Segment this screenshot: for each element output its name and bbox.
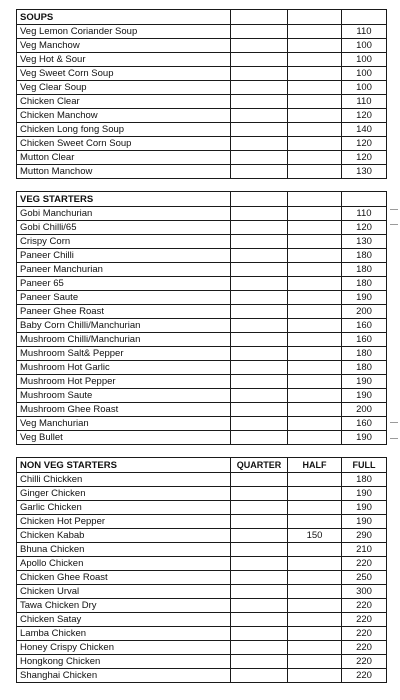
menu-item-row xyxy=(17,221,387,235)
item-price-full: 100 xyxy=(342,53,387,67)
section-title: VEG STARTERS xyxy=(17,192,231,207)
item-price-quarter xyxy=(231,137,288,151)
item-price-full: 180 xyxy=(342,249,387,263)
item-price-quarter xyxy=(231,165,288,179)
item-price-full: 190 xyxy=(342,515,387,529)
item-price-full: 120 xyxy=(342,137,387,151)
item-name: Hongkong Chicken xyxy=(17,655,231,669)
menu-item-row xyxy=(17,641,387,655)
item-name: Veg Sweet Corn Soup xyxy=(17,67,231,81)
item-name: Paneer Chilli xyxy=(17,249,231,263)
item-price-half xyxy=(288,599,342,613)
menu-item-row xyxy=(17,53,387,67)
item-price-full: 110 xyxy=(342,207,387,221)
menu-table-body xyxy=(17,10,387,683)
item-price-full: 110 xyxy=(342,95,387,109)
item-name: Ginger Chicken xyxy=(17,487,231,501)
item-price-quarter xyxy=(231,123,288,137)
section-gap-cell xyxy=(17,179,387,192)
menu-item-row xyxy=(17,571,387,585)
item-name: Chilli Chickken xyxy=(17,473,231,487)
menu-item-row xyxy=(17,515,387,529)
menu-item-row xyxy=(17,389,387,403)
item-price-half xyxy=(288,641,342,655)
item-price-half xyxy=(288,627,342,641)
menu-item-row xyxy=(17,305,387,319)
menu-item-row xyxy=(17,347,387,361)
item-name: Gobi Manchurian xyxy=(17,207,231,221)
item-price-full: 220 xyxy=(342,599,387,613)
page-edge-line xyxy=(390,209,398,210)
item-price-half xyxy=(288,669,342,683)
item-price-half xyxy=(288,81,342,95)
item-price-half xyxy=(288,361,342,375)
column-header-quarter xyxy=(231,192,288,207)
item-name: Chicken Urval xyxy=(17,585,231,599)
item-name: Crispy Corn xyxy=(17,235,231,249)
item-price-half xyxy=(288,109,342,123)
item-price-quarter xyxy=(231,641,288,655)
menu-item-row xyxy=(17,403,387,417)
item-price-full: 190 xyxy=(342,431,387,445)
menu-item-row xyxy=(17,501,387,515)
column-header-half xyxy=(288,10,342,25)
item-price-full: 180 xyxy=(342,347,387,361)
item-price-quarter xyxy=(231,207,288,221)
item-price-full: 200 xyxy=(342,305,387,319)
item-name: Paneer 65 xyxy=(17,277,231,291)
item-name: Apollo Chicken xyxy=(17,557,231,571)
item-name: Mushroom Saute xyxy=(17,389,231,403)
item-price-full: 160 xyxy=(342,333,387,347)
item-price-quarter xyxy=(231,221,288,235)
item-price-full: 120 xyxy=(342,151,387,165)
item-price-quarter xyxy=(231,557,288,571)
item-price-full: 220 xyxy=(342,613,387,627)
item-price-half xyxy=(288,431,342,445)
menu-item-row xyxy=(17,361,387,375)
item-name: Gobi Chilli/65 xyxy=(17,221,231,235)
item-price-quarter xyxy=(231,109,288,123)
item-price-quarter xyxy=(231,81,288,95)
item-price-half xyxy=(288,221,342,235)
item-name: Mutton Manchow xyxy=(17,165,231,179)
item-name: Veg Lemon Coriander Soup xyxy=(17,25,231,39)
item-price-half xyxy=(288,389,342,403)
item-name: Mushroom Ghee Roast xyxy=(17,403,231,417)
item-price-full: 180 xyxy=(342,473,387,487)
menu-item-row xyxy=(17,375,387,389)
menu-item-row xyxy=(17,655,387,669)
menu-item-row xyxy=(17,585,387,599)
item-price-quarter xyxy=(231,613,288,627)
item-price-half xyxy=(288,207,342,221)
item-price-full: 250 xyxy=(342,571,387,585)
item-price-half xyxy=(288,403,342,417)
menu-item-row xyxy=(17,109,387,123)
item-price-quarter xyxy=(231,669,288,683)
column-header-full: FULL xyxy=(342,458,387,473)
item-price-half xyxy=(288,375,342,389)
page-edge-line xyxy=(390,422,398,423)
item-price-half xyxy=(288,263,342,277)
menu-item-row xyxy=(17,207,387,221)
item-price-quarter xyxy=(231,473,288,487)
item-price-quarter xyxy=(231,291,288,305)
item-price-half xyxy=(288,417,342,431)
item-price-full: 130 xyxy=(342,165,387,179)
item-name: Mushroom Hot Garlic xyxy=(17,361,231,375)
item-price-half xyxy=(288,25,342,39)
menu-item-row xyxy=(17,39,387,53)
item-name: Chicken Ghee Roast xyxy=(17,571,231,585)
column-header-half xyxy=(288,192,342,207)
item-price-quarter xyxy=(231,403,288,417)
item-price-quarter xyxy=(231,585,288,599)
item-price-quarter xyxy=(231,571,288,585)
item-price-full: 180 xyxy=(342,263,387,277)
item-price-half xyxy=(288,165,342,179)
item-price-quarter xyxy=(231,25,288,39)
menu-item-row xyxy=(17,529,387,543)
item-price-full: 110 xyxy=(342,25,387,39)
item-price-half xyxy=(288,319,342,333)
item-price-half xyxy=(288,543,342,557)
item-price-full: 180 xyxy=(342,361,387,375)
item-price-half xyxy=(288,67,342,81)
item-name: Mushroom Hot Pepper xyxy=(17,375,231,389)
item-price-quarter xyxy=(231,529,288,543)
item-name: Chicken Long fong Soup xyxy=(17,123,231,137)
item-price-full: 190 xyxy=(342,501,387,515)
item-price-quarter xyxy=(231,375,288,389)
item-price-quarter xyxy=(231,501,288,515)
item-price-quarter xyxy=(231,305,288,319)
section-title: SOUPS xyxy=(17,10,231,25)
menu-item-row xyxy=(17,487,387,501)
column-header-full xyxy=(342,10,387,25)
item-price-quarter xyxy=(231,417,288,431)
item-price-full: 190 xyxy=(342,375,387,389)
item-price-half xyxy=(288,613,342,627)
item-price-quarter xyxy=(231,543,288,557)
item-price-quarter xyxy=(231,627,288,641)
menu-item-row xyxy=(17,613,387,627)
section-gap xyxy=(17,179,387,192)
item-price-full: 130 xyxy=(342,235,387,249)
item-price-quarter xyxy=(231,487,288,501)
menu-item-row xyxy=(17,473,387,487)
menu-item-row xyxy=(17,557,387,571)
item-price-half xyxy=(288,501,342,515)
item-price-half xyxy=(288,151,342,165)
column-header-half: HALF xyxy=(288,458,342,473)
menu-item-row xyxy=(17,333,387,347)
item-price-quarter xyxy=(231,599,288,613)
section-title: NON VEG STARTERS xyxy=(17,458,231,473)
item-price-full: 190 xyxy=(342,291,387,305)
menu-item-row xyxy=(17,599,387,613)
item-name: Paneer Saute xyxy=(17,291,231,305)
item-price-half xyxy=(288,137,342,151)
item-name: Chicken Sweet Corn Soup xyxy=(17,137,231,151)
item-price-half xyxy=(288,473,342,487)
item-price-full: 190 xyxy=(342,389,387,403)
column-header-full xyxy=(342,192,387,207)
item-price-quarter xyxy=(231,53,288,67)
menu-table xyxy=(16,9,387,683)
item-name: Chicken Kabab xyxy=(17,529,231,543)
item-price-half xyxy=(288,123,342,137)
item-price-full: 100 xyxy=(342,39,387,53)
menu-item-row xyxy=(17,25,387,39)
item-name: Chicken Satay xyxy=(17,613,231,627)
item-price-half xyxy=(288,249,342,263)
item-price-full: 100 xyxy=(342,67,387,81)
menu-item-row xyxy=(17,249,387,263)
section-header xyxy=(17,192,387,207)
item-name: Mutton Clear xyxy=(17,151,231,165)
item-price-quarter xyxy=(231,319,288,333)
column-header-quarter: QUARTER xyxy=(231,458,288,473)
item-name: Veg Manchurian xyxy=(17,417,231,431)
item-price-quarter xyxy=(231,389,288,403)
item-price-quarter xyxy=(231,235,288,249)
item-price-quarter xyxy=(231,39,288,53)
item-price-quarter xyxy=(231,347,288,361)
item-price-full: 220 xyxy=(342,655,387,669)
item-price-quarter xyxy=(231,151,288,165)
item-price-half xyxy=(288,39,342,53)
item-price-half xyxy=(288,95,342,109)
menu-item-row xyxy=(17,319,387,333)
item-price-full: 220 xyxy=(342,641,387,655)
item-price-quarter xyxy=(231,333,288,347)
item-name: Mushroom Chilli/Manchurian xyxy=(17,333,231,347)
menu-item-row xyxy=(17,291,387,305)
menu-item-row xyxy=(17,151,387,165)
menu-item-row xyxy=(17,123,387,137)
item-price-full: 100 xyxy=(342,81,387,95)
item-name: Chicken Clear xyxy=(17,95,231,109)
item-price-full: 290 xyxy=(342,529,387,543)
menu-item-row xyxy=(17,263,387,277)
menu-item-row xyxy=(17,95,387,109)
item-price-full: 300 xyxy=(342,585,387,599)
item-name: Tawa Chicken Dry xyxy=(17,599,231,613)
section-gap-cell xyxy=(17,445,387,458)
item-price-quarter xyxy=(231,67,288,81)
item-price-quarter xyxy=(231,95,288,109)
item-price-full: 200 xyxy=(342,403,387,417)
section-header xyxy=(17,458,387,473)
page-edge-line xyxy=(390,224,398,225)
menu-item-row xyxy=(17,627,387,641)
item-price-half xyxy=(288,571,342,585)
item-price-full: 160 xyxy=(342,417,387,431)
menu-item-row xyxy=(17,137,387,151)
item-price-full: 190 xyxy=(342,487,387,501)
item-name: Bhuna Chicken xyxy=(17,543,231,557)
item-price-quarter xyxy=(231,249,288,263)
item-name: Mushroom Salt& Pepper xyxy=(17,347,231,361)
item-price-half xyxy=(288,655,342,669)
menu-item-row xyxy=(17,235,387,249)
item-name: Veg Manchow xyxy=(17,39,231,53)
column-header-quarter xyxy=(231,10,288,25)
item-price-half xyxy=(288,333,342,347)
item-name: Veg Hot & Sour xyxy=(17,53,231,67)
item-price-half xyxy=(288,347,342,361)
item-price-half xyxy=(288,585,342,599)
item-price-half xyxy=(288,235,342,249)
item-price-full: 160 xyxy=(342,319,387,333)
item-name: Baby Corn Chilli/Manchurian xyxy=(17,319,231,333)
item-price-full: 120 xyxy=(342,109,387,123)
item-price-half xyxy=(288,305,342,319)
item-price-half xyxy=(288,487,342,501)
item-price-full: 220 xyxy=(342,557,387,571)
menu-item-row xyxy=(17,543,387,557)
item-price-half xyxy=(288,515,342,529)
item-name: Honey Crispy Chicken xyxy=(17,641,231,655)
item-name: Garlic Chicken xyxy=(17,501,231,515)
item-name: Veg Clear Soup xyxy=(17,81,231,95)
item-price-full: 140 xyxy=(342,123,387,137)
menu-item-row xyxy=(17,67,387,81)
menu-item-row xyxy=(17,417,387,431)
item-price-full: 220 xyxy=(342,627,387,641)
section-gap xyxy=(17,445,387,458)
menu-item-row xyxy=(17,669,387,683)
menu-item-row xyxy=(17,431,387,445)
item-price-quarter xyxy=(231,431,288,445)
item-price-quarter xyxy=(231,263,288,277)
page-edge-line xyxy=(390,438,398,439)
menu-sheet xyxy=(16,9,388,683)
item-price-half xyxy=(288,557,342,571)
section-header xyxy=(17,10,387,25)
item-name: Chicken Hot Pepper xyxy=(17,515,231,529)
menu-item-row xyxy=(17,165,387,179)
item-price-half xyxy=(288,53,342,67)
item-name: Paneer Ghee Roast xyxy=(17,305,231,319)
item-price-quarter xyxy=(231,277,288,291)
menu-item-row xyxy=(17,277,387,291)
item-price-full: 120 xyxy=(342,221,387,235)
item-name: Paneer Manchurian xyxy=(17,263,231,277)
item-price-half: 150 xyxy=(288,529,342,543)
item-price-full: 210 xyxy=(342,543,387,557)
item-price-half xyxy=(288,277,342,291)
menu-item-row xyxy=(17,81,387,95)
item-name: Veg Bullet xyxy=(17,431,231,445)
item-price-half xyxy=(288,291,342,305)
item-price-quarter xyxy=(231,655,288,669)
item-name: Shanghai Chicken xyxy=(17,669,231,683)
item-price-full: 220 xyxy=(342,669,387,683)
item-price-full: 180 xyxy=(342,277,387,291)
item-price-quarter xyxy=(231,515,288,529)
item-price-quarter xyxy=(231,361,288,375)
item-name: Chicken Manchow xyxy=(17,109,231,123)
item-name: Lamba Chicken xyxy=(17,627,231,641)
